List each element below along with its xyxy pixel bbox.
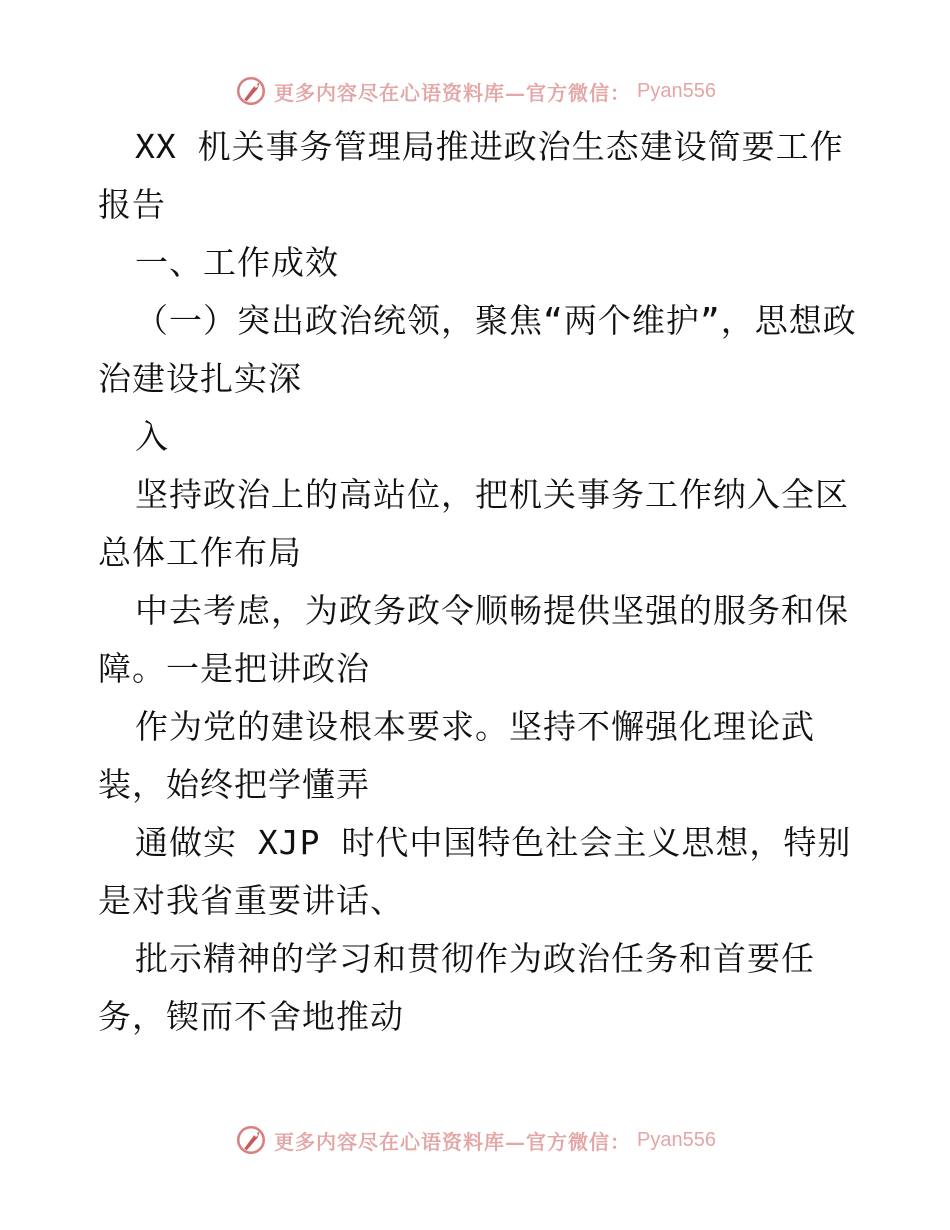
watermark-text: 更多内容尽在心语资料库—官方微信： — [274, 1129, 632, 1154]
watermark-text: 更多内容尽在心语资料库—官方微信： — [274, 80, 632, 105]
paragraph: 入 — [135, 417, 169, 456]
footer-watermark — [0, 1120, 950, 1160]
pen-nib-logo-icon — [234, 1123, 268, 1157]
paragraph: 作为党的建设根本要求。坚持不懈强化理论武装，始终把学懂弄 — [98, 707, 815, 804]
header-watermark — [0, 71, 950, 111]
paragraph: 通做实 XJP 时代中国特色社会主义思想，特别是对我省重要讲话、 — [98, 823, 852, 920]
paragraph: 批示精神的学习和贯彻作为政治任务和首要任务，锲而不舍地推动 — [98, 939, 815, 1036]
document-body — [98, 118, 858, 1046]
section-heading: 一、工作成效 — [135, 243, 339, 282]
pen-nib-logo-icon — [234, 74, 268, 108]
watermark-wechat-id: Pyan556 — [637, 79, 716, 102]
paragraph: 中去考虑，为政务政令顺畅提供坚强的服务和保障。一是把讲政治 — [98, 591, 849, 688]
document-title: XX 机关事务管理局推进政治生态建设简要工作报告 — [98, 127, 844, 224]
watermark-wechat-id: Pyan556 — [637, 1128, 716, 1151]
subsection-heading: （一）突出政治统领，聚焦“两个维护”，思想政治建设扎实深 — [98, 301, 857, 398]
paragraph: 坚持政治上的高站位，把机关事务工作纳入全区总体工作布局 — [98, 475, 849, 572]
